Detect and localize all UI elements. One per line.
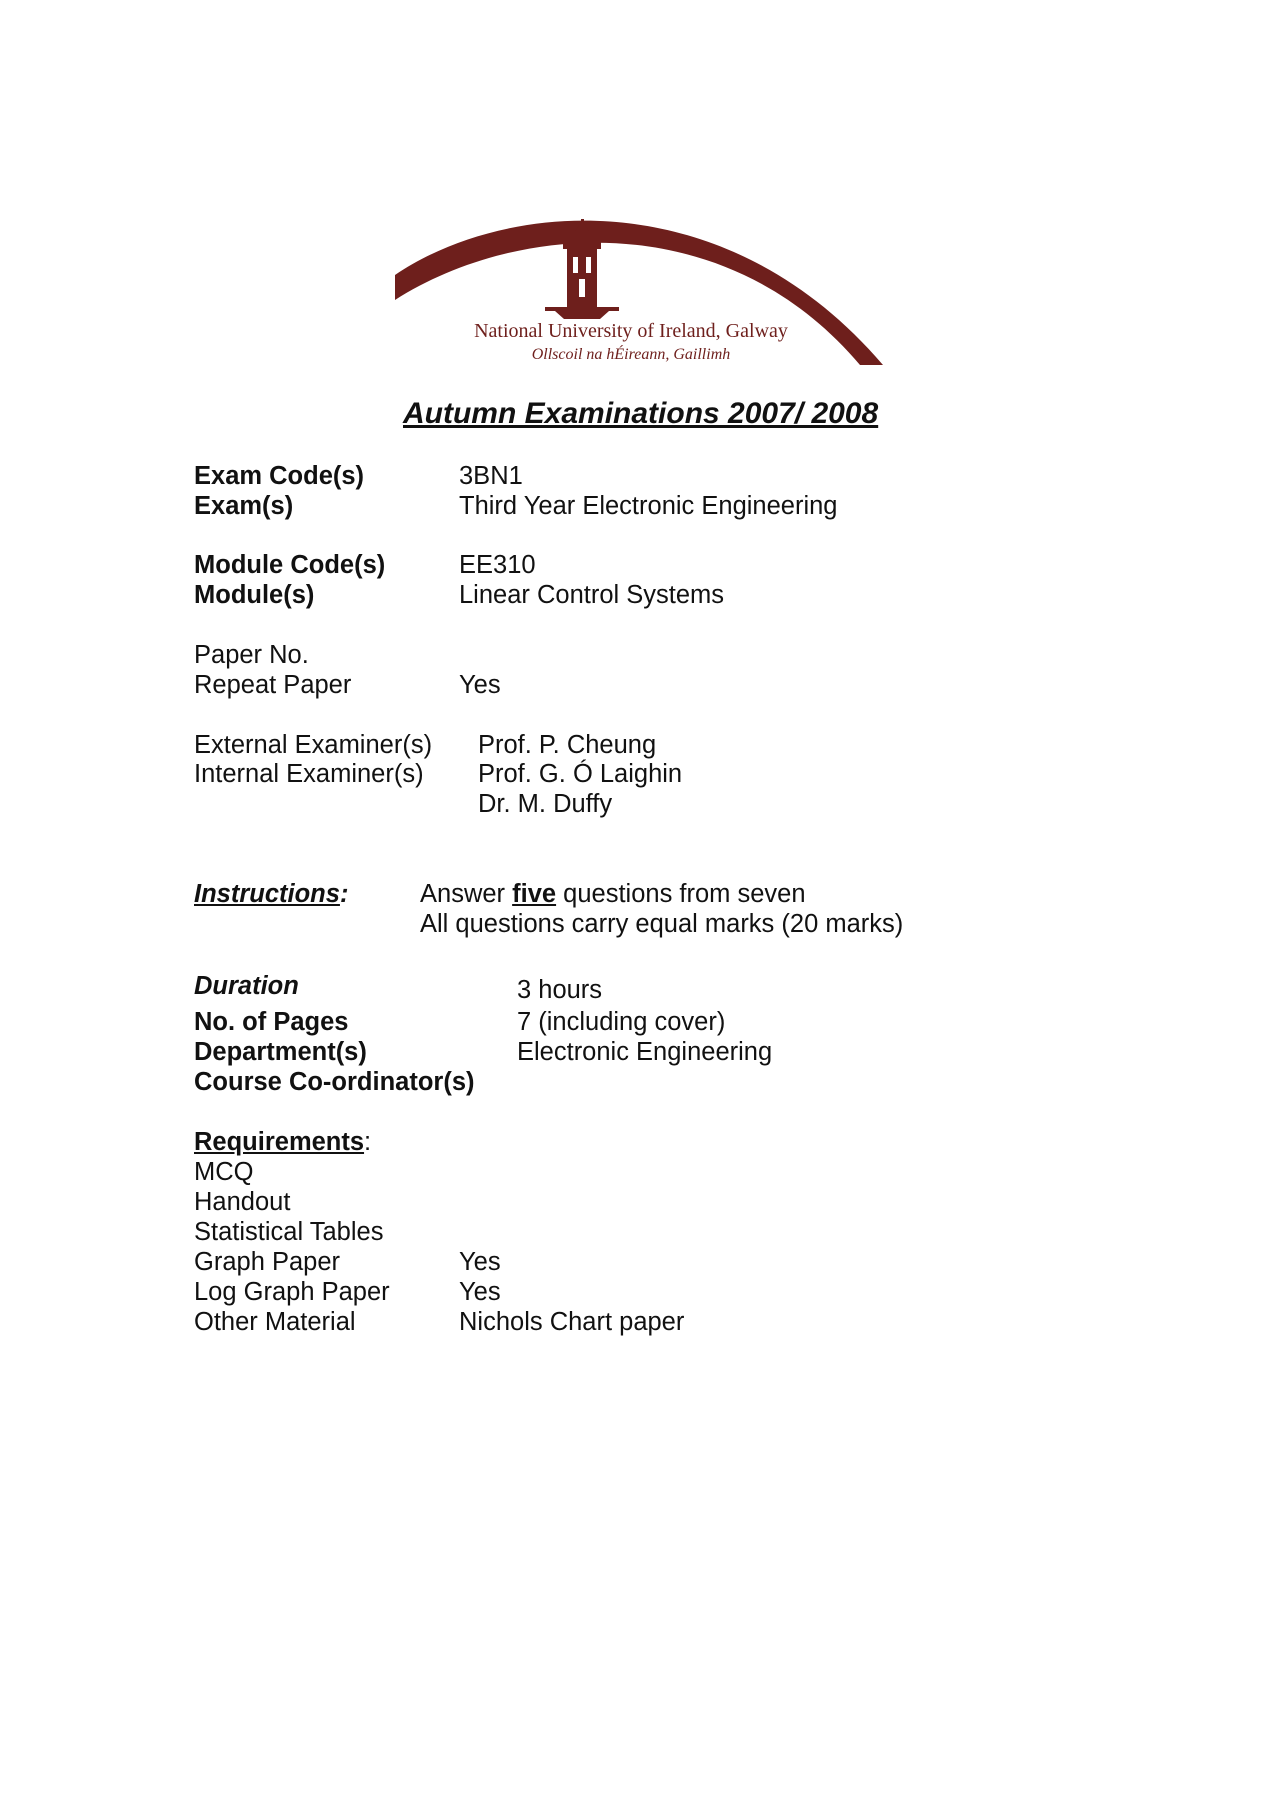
statistical-tables-label: Statistical Tables — [194, 1218, 384, 1246]
exams-value: Third Year Electronic Engineering — [459, 492, 838, 520]
instructions-line-1-suffix: questions from seven — [556, 880, 806, 908]
external-examiners-label: External Examiner(s) — [194, 731, 433, 759]
instructions-line-1-emphasis: five — [512, 880, 557, 908]
graph-paper-value: Yes — [459, 1248, 501, 1276]
university-logo — [395, 205, 890, 370]
page-title: Autumn Examinations 2007/ 2008 — [403, 397, 879, 430]
internal-examiners-label: Internal Examiner(s) — [194, 760, 424, 788]
internal-examiner-2: Dr. M. Duffy — [478, 790, 613, 818]
requirements-heading: Requirements — [194, 1128, 365, 1156]
requirements-heading-wrap — [194, 1127, 371, 1157]
exam-codes-label: Exam Code(s) — [194, 462, 365, 490]
paper-no-label: Paper No. — [194, 641, 309, 669]
pages-value: 7 (including cover) — [517, 1008, 726, 1036]
repeat-paper-label: Repeat Paper — [194, 671, 352, 699]
mcq-label: MCQ — [194, 1158, 254, 1186]
graph-paper-label: Graph Paper — [194, 1248, 341, 1276]
departments-value: Electronic Engineering — [517, 1038, 773, 1066]
modules-value: Linear Control Systems — [459, 581, 725, 609]
handout-label: Handout — [194, 1188, 291, 1216]
other-material-value: Nichols Chart paper — [459, 1308, 685, 1336]
logo-text-english: National University of Ireland, Galway — [474, 320, 788, 342]
duration-value: 3 hours — [517, 976, 603, 1004]
internal-examiner-1: Prof. G. Ó Laighin — [478, 760, 683, 788]
duration-label: Duration — [194, 972, 299, 1000]
pages-label: No. of Pages — [194, 1008, 349, 1036]
instructions-colon: : — [339, 880, 349, 908]
instructions-line-2: All questions carry equal marks (20 marks) — [420, 910, 904, 938]
instructions-line-1 — [420, 879, 806, 909]
modules-label: Module(s) — [194, 581, 315, 609]
exam-codes-value: 3BN1 — [459, 462, 523, 490]
repeat-paper-value: Yes — [459, 671, 501, 699]
instructions-label-wrap — [194, 879, 348, 909]
instructions-label: Instructions — [194, 880, 340, 908]
other-material-label: Other Material — [194, 1308, 356, 1336]
log-graph-paper-label: Log Graph Paper — [194, 1278, 390, 1306]
logo-text-irish: Ollscoil na hÉireann, Gaillimh — [531, 346, 731, 363]
module-codes-label: Module Code(s) — [194, 551, 386, 579]
exams-label: Exam(s) — [194, 492, 294, 520]
module-codes-value: EE310 — [459, 551, 536, 579]
external-examiners-value: Prof. P. Cheung — [478, 731, 657, 759]
coordinators-label: Course Co-ordinator(s) — [194, 1068, 475, 1096]
instructions-line-1-prefix: Answer — [420, 880, 513, 908]
university-crest-icon — [395, 205, 890, 370]
requirements-colon: : — [364, 1128, 372, 1156]
departments-label: Department(s) — [194, 1038, 367, 1066]
log-graph-paper-value: Yes — [459, 1278, 501, 1306]
